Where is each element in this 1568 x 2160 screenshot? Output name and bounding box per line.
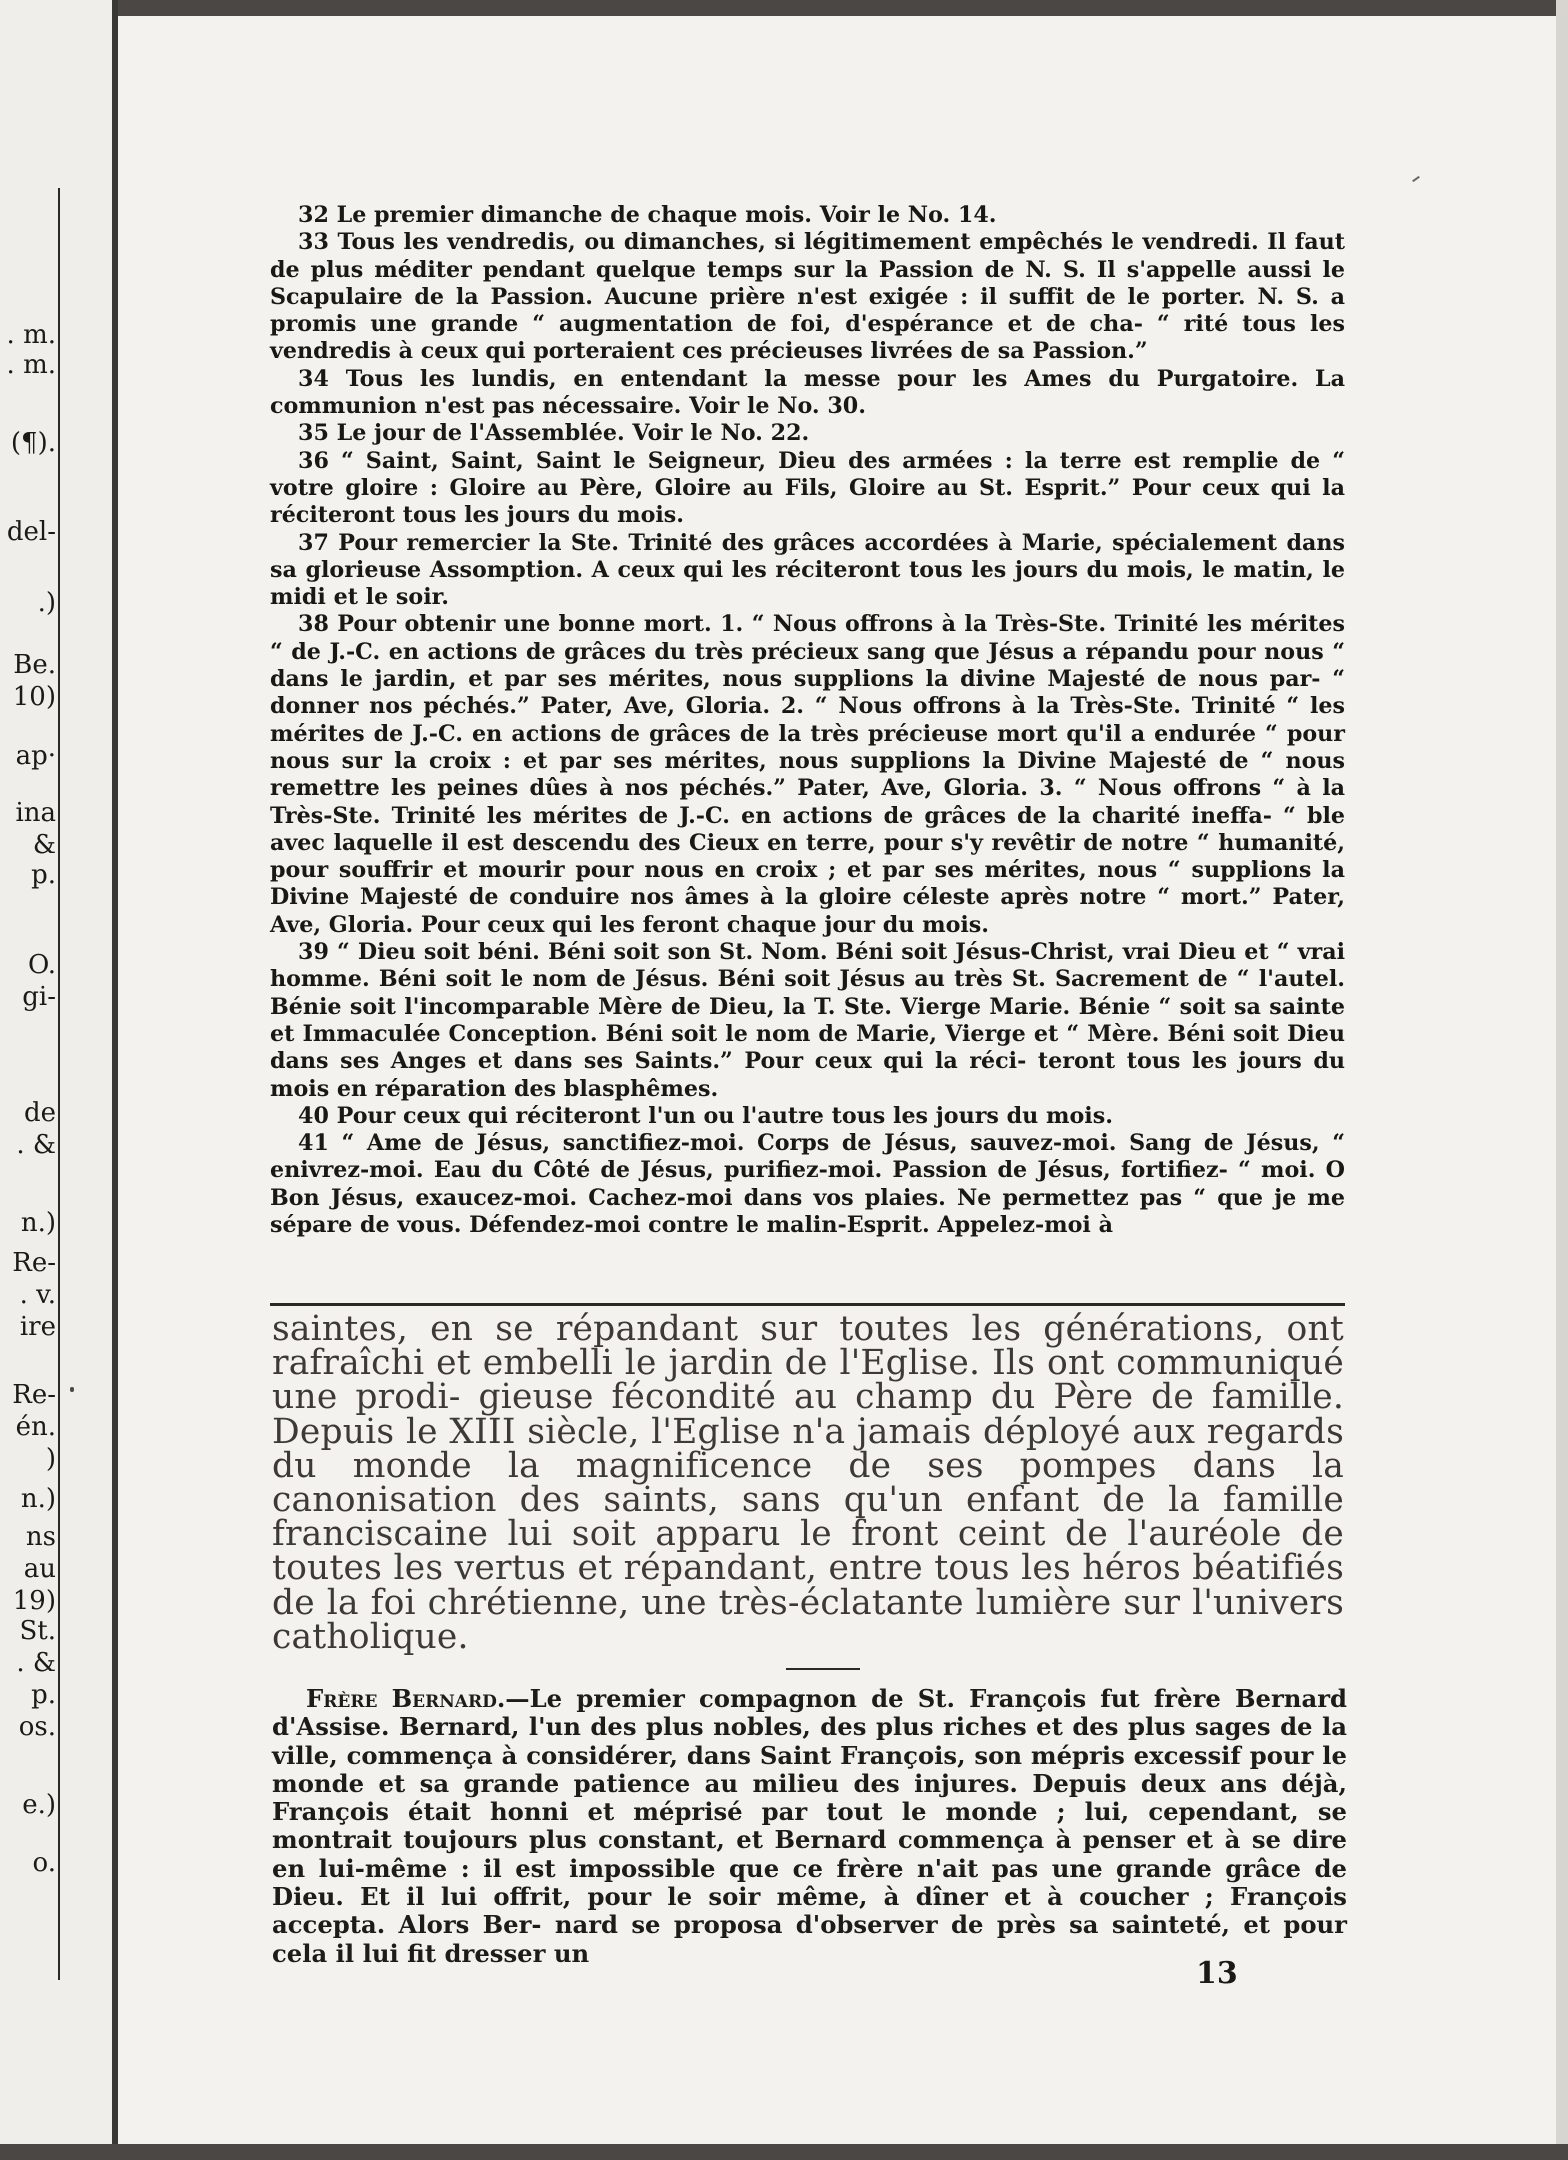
margin-fragment: .) xyxy=(37,588,56,618)
list-item: 36 “ Saint, Saint, Saint le Seigneur, Dieu des armées : la terre est remplie de “ votre gloire : Gloire au Père, Gloire au Fils, Gloire au St. Esprit.” Pour ceux qui la réciteront tous les jours du mois. xyxy=(270,447,1345,529)
list-item: 33 Tous les vendredis, ou dimanches, si légitimement empêchés le vendredi. Il faut de plus méditer pendant quelque temps sur la Passion de N. S. Il s'appelle aussi le Scapulaire de la Passion. Aucune prière n'est exigée : il suffit de le porter. N. S. a promis une grande “ augmentation de foi, d'espérance et de cha- “ rité tous les vendredis à ceux qui porteraient ces précieuses livrées de sa Passion.” xyxy=(270,229,1345,365)
margin-fragment: . m. xyxy=(6,320,56,350)
short-separator-rule xyxy=(786,1668,860,1670)
stray-dot xyxy=(70,1387,74,1392)
top-scan-border xyxy=(112,0,1568,16)
list-item: 40 Pour ceux qui réciteront l'un ou l'autre tous les jours du mois. xyxy=(298,1102,1113,1129)
upper-text-block xyxy=(270,202,1345,1239)
margin-fragment: . m. xyxy=(6,350,56,380)
margin-fragment: gi- xyxy=(22,982,56,1012)
margin-fragment: . & xyxy=(16,1130,56,1160)
margin-fragment: p. xyxy=(31,1680,56,1710)
previous-page-column-rule xyxy=(58,188,60,1980)
middle-text-block xyxy=(272,1309,1344,1657)
margin-fragment: . & xyxy=(16,1648,56,1678)
previous-page-margin xyxy=(0,0,118,2160)
list-item: 39 “ Dieu soit béni. Béni soit son St. Nom. Béni soit Jésus-Christ, vrai Dieu et “ vrai homme. Béni soit le nom de Jésus. Béni soit Jésus au très St. Sacrement de “ l'autel. Bénie soit l'incomparable Mère de Dieu, la T. Ste. Vierge Marie. Bénie “ soit sa sainte et Immaculée Conception. Béni soit le nom de Marie, Vierge et “ Mère. Béni soit Dieu dans ses Anges et dans ses Saints.” Pour ceux qui la réci- teront tous les jours du mois en réparation des blasphêmes. xyxy=(270,939,1345,1102)
page-number: 13 xyxy=(1196,1956,1238,1991)
margin-fragment: ap· xyxy=(15,741,56,771)
right-scan-edge xyxy=(1556,0,1568,2160)
list-item: 35 Le jour de l'Assemblée. Voir le No. 22. xyxy=(298,420,810,447)
list-item: 37 Pour remercier la Ste. Trinité des grâces accordées à Marie, spécialement dans sa glorieuse Assomption. A ceux qui les réciteront tous les jours du mois, le matin, le midi et le soir. xyxy=(270,529,1345,611)
lower-paragraph xyxy=(272,1685,1347,1968)
margin-fragment: . v. xyxy=(19,1280,56,1310)
margin-fragment: ) xyxy=(45,1444,56,1474)
stray-mark xyxy=(1412,176,1420,182)
margin-fragment: ns xyxy=(25,1522,56,1552)
margin-fragment: os. xyxy=(18,1712,56,1742)
margin-fragment: n.) xyxy=(20,1484,56,1514)
margin-fragment: Re- xyxy=(12,1248,56,1278)
lower-paragraph-lead: Frère Bernard. xyxy=(306,1684,506,1713)
margin-fragment: O. xyxy=(27,950,56,980)
middle-paragraph: saintes, en se répandant sur toutes les générations, ont rafraîchi et embelli le jardin de l'Eglise. Ils ont communiqué une prodi- gieuse fécondité au champ du Père de famille. Depuis le XIII siècle, l'Eglise n'a jamais déployé aux regards du monde la magnificence de ses pompes dans la canonisation des saints, sans qu'un enfant de la famille franciscaine lui soit apparu le front ceint de l'auréole de toutes les vertus et répandant, entre tous les héros béatifiés de la foi chrétienne, une très-éclatante lumière sur l'univers catholique. xyxy=(272,1309,1344,1657)
margin-fragment: n.) xyxy=(20,1208,56,1238)
margin-fragment: (¶). xyxy=(10,428,56,458)
margin-fragment: Re- xyxy=(12,1380,56,1410)
list-item: 32 Le premier dimanche de chaque mois. Voir le No. 14. xyxy=(298,202,997,228)
lower-text-block xyxy=(272,1685,1347,1968)
list-item: 41 “ Ame de Jésus, sanctifiez-moi. Corps de Jésus, sauvez-moi. Sang de Jésus, “ enivrez-moi. Eau du Côté de Jésus, purifiez-moi. Passion de Jésus, fortifiez- “ moi. O Bon Jésus, exaucez-moi. Cachez-moi dans vos plaies. Ne permettez pas “ que je me sépare de vous. Défendez-moi contre le malin-Esprit. Appelez-moi à xyxy=(270,1130,1345,1238)
margin-fragment: del- xyxy=(6,517,56,547)
margin-fragment: St. xyxy=(19,1616,56,1646)
margin-fragment: au xyxy=(23,1554,56,1584)
margin-fragment: de xyxy=(23,1098,56,1128)
margin-fragment: e.) xyxy=(22,1790,56,1820)
margin-fragment: ire xyxy=(19,1312,56,1342)
margin-fragment: & p. xyxy=(31,830,56,890)
margin-fragment: Be. xyxy=(13,650,56,680)
margin-fragment: én. xyxy=(15,1412,56,1442)
margin-fragment: 10) xyxy=(12,682,56,712)
margin-fragment: ina xyxy=(15,798,56,828)
list-item: 34 Tous les lundis, en entendant la messe pour les Ames du Purgatoire. La communion n'est pas nécessaire. Voir le No. 30. xyxy=(270,365,1345,420)
list-item: 38 Pour obtenir une bonne mort. 1. “ Nous offrons à la Très-Ste. Trinité les mérites “ de J.-C. en actions de grâces du très précieux sang que Jésus a répandu pour nous “ dans le jardin, et par ses mérites, nous supplions la divine Majesté de nous par- “ donner nos péchés.” Pater, Ave, Gloria. 2. “ Nous offrons à la Très-Ste. Trinité “ les mérites de J.-C. en actions de grâces de la très précieuse mort qu'il a endurée “ pour nous sur la croix : et par ses mérites, nous supplions la Divine Majesté de “ nous remettre les peines dûes à nos péchés.” Pater, Ave, Gloria. 3. “ Nous offrons “ à la Très-Ste. Trinité les mérites de J.-C. en actions de grâces de la charité ineffa- “ ble avec laquelle il est descendu des Cieux en terre, pour s'y revêtir de notre “ humanité, pour souffrir et mourir pour nous en croix ; et par ses mérites, nous “ supplions la Divine Majesté de conduire nos âmes à la gloire céleste après notre “ mort.” Pater, Ave, Gloria. Pour ceux qui les feront chaque jour du mois. xyxy=(270,611,1345,938)
bottom-scan-border xyxy=(0,2144,1568,2160)
margin-fragment: 19) xyxy=(12,1586,56,1616)
lower-paragraph-body: —Le premier compagnon de St. François fut frère Bernard d'Assise. Bernard, l'un des plus nobles, des plus riches et des plus sages de la ville, commença à considérer, dans Saint François, son mépris excessif pour le monde et sa grande patience au milieu des injures. Depuis deux ans déjà, François était honni et méprisé par tout le monde ; lui, cependant, se montrait toujours plus constant, et Bernard commença à penser et à se dire en lui-même : il est impossible que ce frère n'ait pas une grande grâce de Dieu. Et il lui offrit, pour le soir même, à dîner et à coucher ; François accepta. Alors Ber- nard se proposa d'observer de près sa sainteté, et pour cela il lui fit dresser un xyxy=(272,1684,1347,1968)
section-divider-rule xyxy=(270,1303,1345,1306)
margin-fragment: o. xyxy=(32,1848,56,1878)
